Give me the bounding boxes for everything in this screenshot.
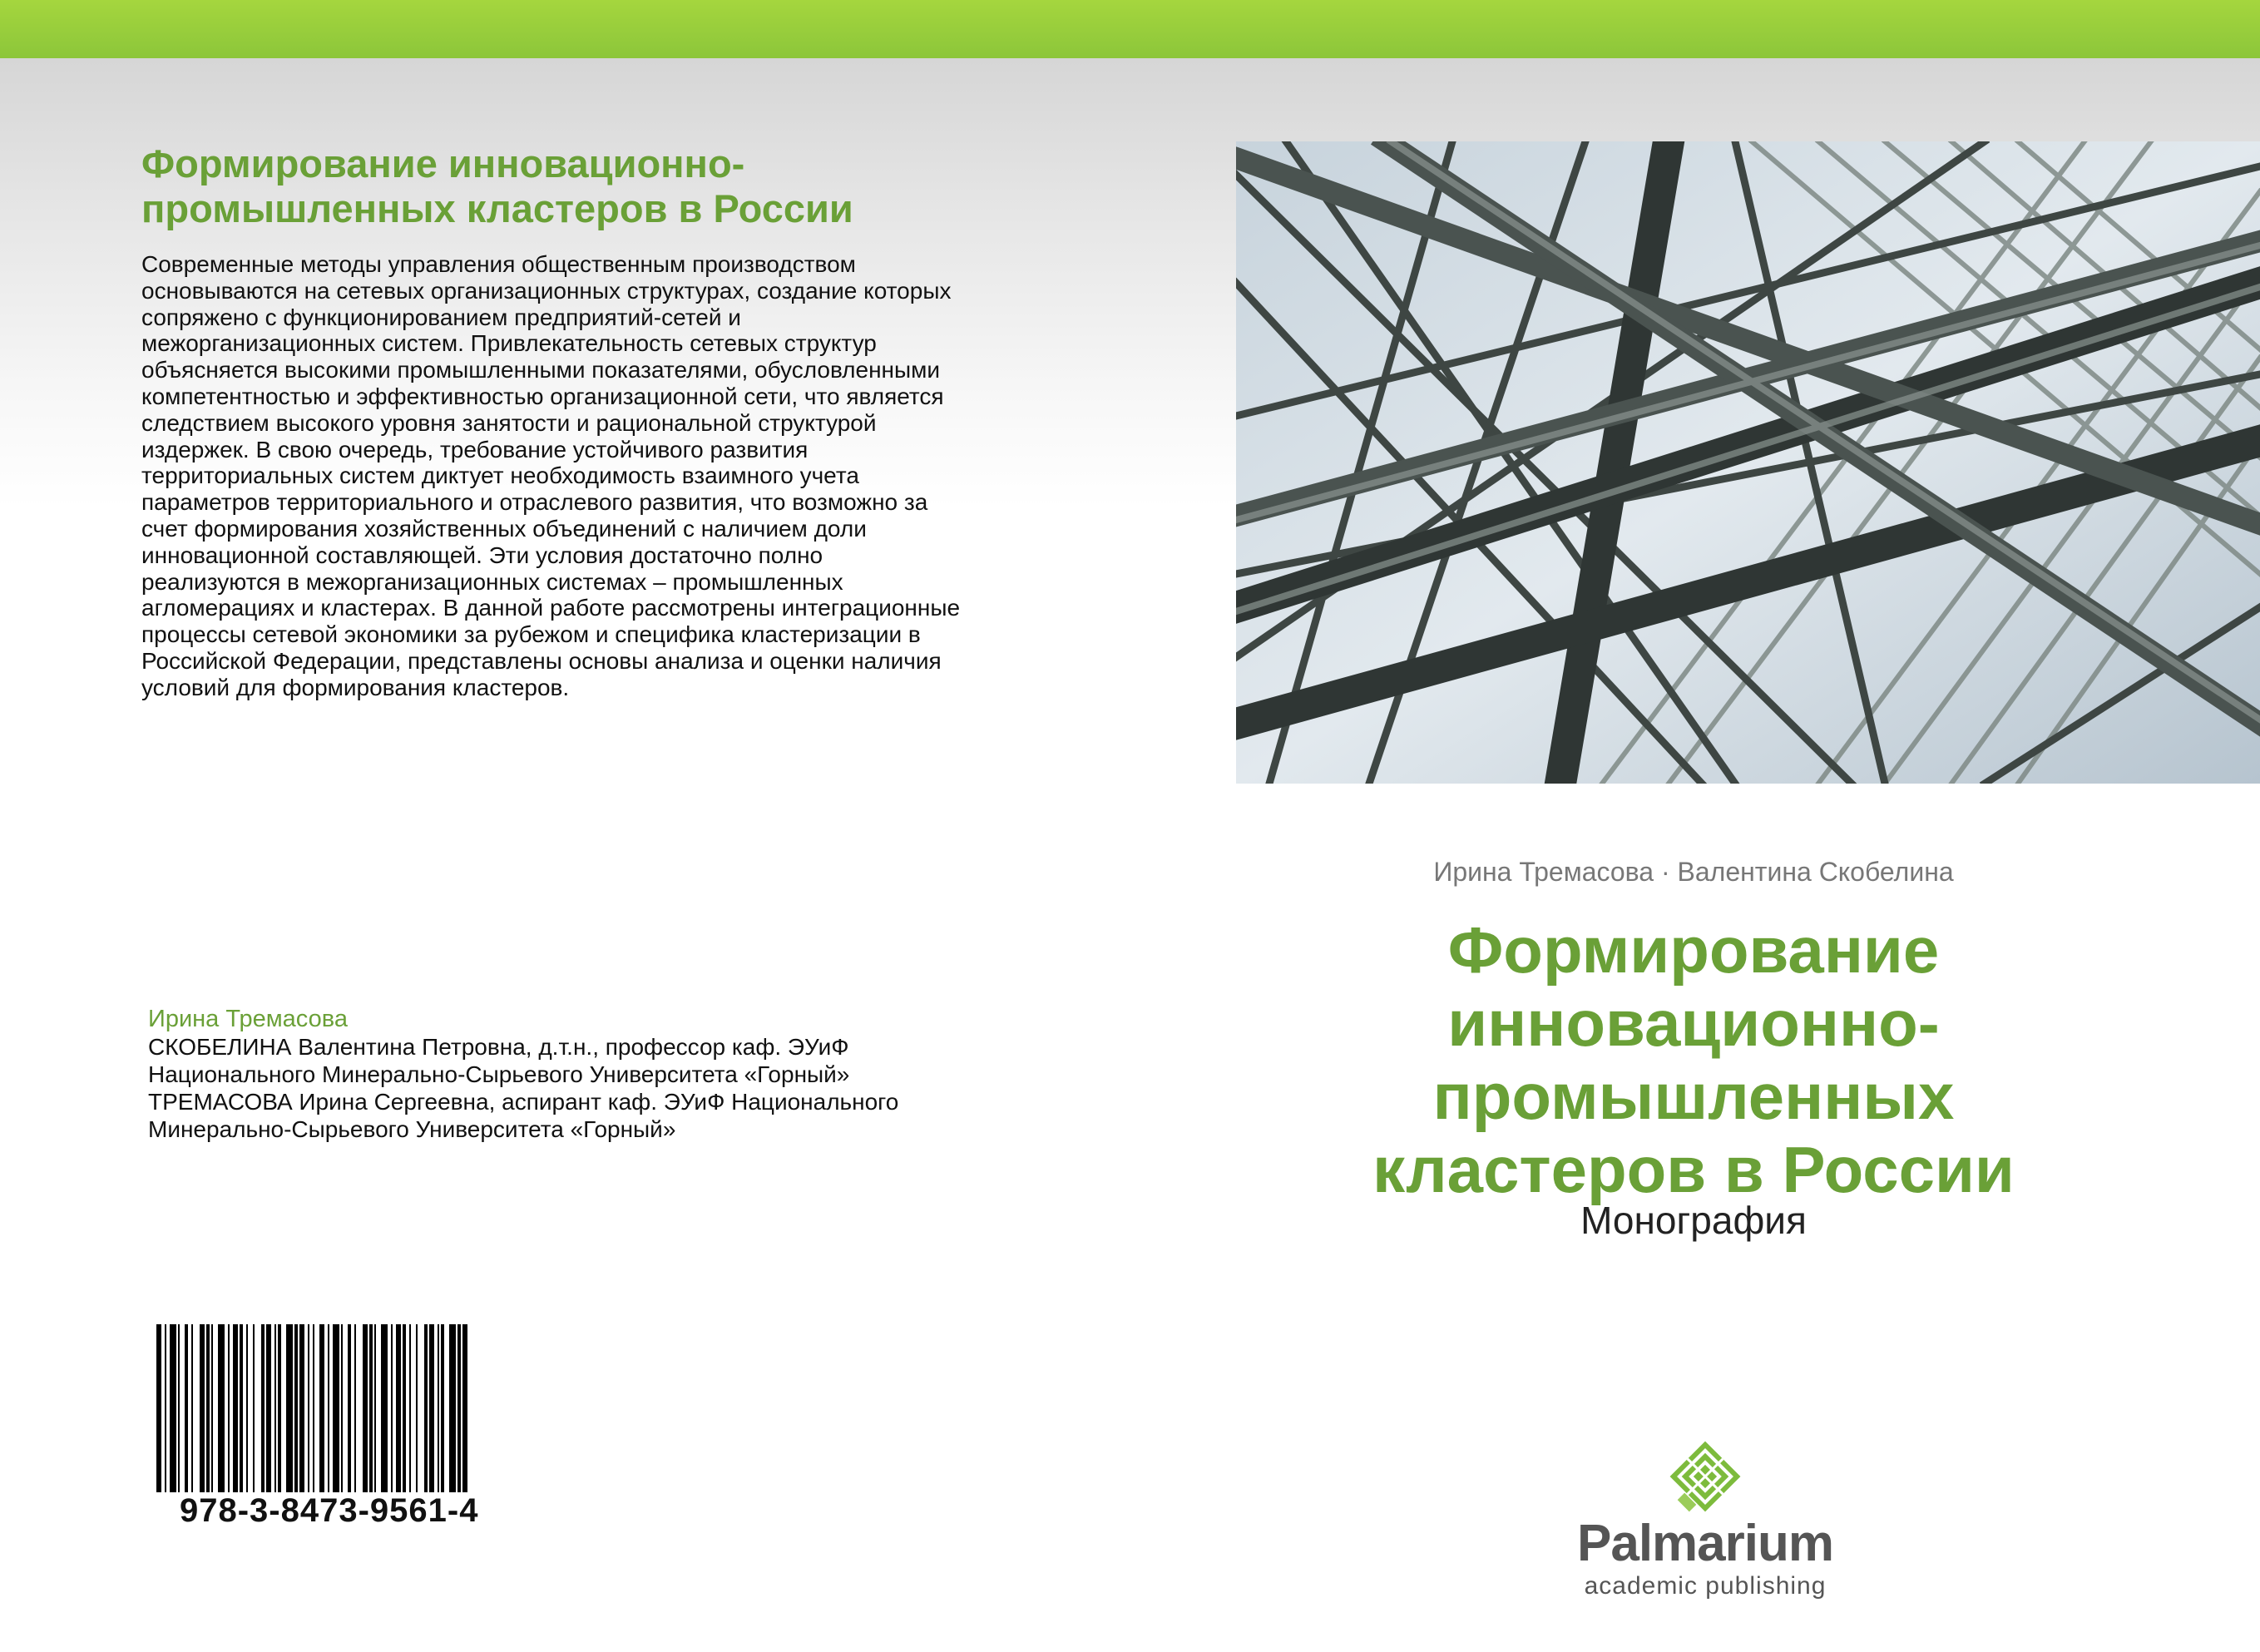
cover-authors: Ирина Тремасова · Валентина Скобелина (1433, 857, 1954, 887)
barcode-bar (294, 1324, 298, 1492)
publisher-name: Palmarium (1576, 1515, 1834, 1572)
isbn-number: 978-3-8473-9561-4 (180, 1492, 479, 1529)
barcode-bar (286, 1324, 293, 1492)
desc-line: объясняется высокими промышленными показателями, обусловленными (141, 357, 941, 383)
barcode-bar (416, 1324, 418, 1492)
cover-photo (1236, 141, 2260, 784)
barcode-bar (403, 1324, 406, 1492)
desc-line: условий для формирования кластеров. (141, 674, 570, 700)
desc-line: территориальных систем диктует необходимость взаимного учета (141, 462, 859, 489)
cover-title-line: кластеров в России (1372, 1133, 2015, 1206)
cover-subtitle: Монография (1580, 1199, 1807, 1242)
desc-line: Российской Федерации, представлены основы анализа и оценки наличия (141, 647, 942, 674)
barcode-bar (206, 1324, 210, 1492)
barcode-bar (441, 1324, 444, 1492)
cover-title-line: Формирование (1447, 913, 1940, 987)
barcode-bar (341, 1324, 343, 1492)
barcode-bar (457, 1324, 461, 1492)
barcode-bar (308, 1324, 309, 1492)
author-info (148, 1005, 980, 1143)
barcode-bar (233, 1324, 238, 1492)
barcode-bar (319, 1324, 324, 1492)
desc-line: инновационной составляющей. Эти условия достаточно полно (141, 542, 823, 568)
barcode-bar (438, 1324, 439, 1492)
barcode-bar (381, 1324, 388, 1492)
barcode-bar (246, 1324, 248, 1492)
barcode-bar (328, 1324, 329, 1492)
bio-line: ТРЕМАСОВА Ирина Сергеевна, аспирант каф. ЭУиФ Национального (148, 1089, 899, 1115)
barcode-bar (409, 1324, 411, 1492)
desc-line: следствием высокого уровня занятости и рациональной структурой (141, 409, 877, 436)
barcode-bar (348, 1324, 351, 1492)
publisher-logo (1564, 1439, 1847, 1600)
barcode-bar (278, 1324, 281, 1492)
barcode-bar (253, 1324, 255, 1492)
barcode-bar (363, 1324, 368, 1492)
barcode-bar (391, 1324, 393, 1492)
barcode-bar (396, 1324, 401, 1492)
barcode-bar (261, 1324, 265, 1492)
barcode-bar (240, 1324, 243, 1492)
desc-line: сопряжено с функционированием предприятий-сетей и (141, 304, 741, 330)
desc-line: счет формирования хозяйственных объединений с наличием доли (141, 515, 867, 542)
desc-line: параметров территориального и отраслевого развития, что возможно за (141, 489, 928, 516)
cover-title (1236, 913, 2151, 1206)
barcode-bar (333, 1324, 339, 1492)
barcode-bar (429, 1324, 434, 1492)
barcode-icon (155, 1324, 471, 1492)
desc-line: реализуются в межорганизационных системах – промышленных (141, 568, 843, 595)
desc-line: процессы сетевой экономики за рубежом и специфика кластеризации в (141, 621, 921, 648)
barcode-bar (165, 1324, 166, 1492)
barcode-bar (170, 1324, 176, 1492)
desc-line: издержек. В свою очередь, требование устойчивого развития (141, 436, 809, 462)
bio-line: Национального Минерально-Сырьевого Университета «Горный» (148, 1061, 850, 1087)
barcode-bar (424, 1324, 428, 1492)
barcode-bar (313, 1324, 314, 1492)
barcode-bar (374, 1324, 376, 1492)
back-cover-title (141, 141, 1023, 231)
palmarium-logo-icon (1564, 1439, 1847, 1514)
bio-line: Минерально-Сырьевого Университета «Горный» (148, 1116, 676, 1142)
barcode-bar (299, 1324, 304, 1492)
barcode-bar (354, 1324, 356, 1492)
barcode-bar (156, 1324, 161, 1492)
barcode-bar (228, 1324, 230, 1492)
desc-line: межорганизационных систем. Привлекательность сетевых структур (141, 330, 877, 357)
barcode-bar (191, 1324, 193, 1492)
barcode-bar (462, 1324, 467, 1492)
barcode-bar (185, 1324, 188, 1492)
back-title-line-2: промышленных кластеров в России (141, 186, 853, 230)
barcode-bar (274, 1324, 276, 1492)
author-name: Ирина Тремасова (148, 1006, 348, 1032)
author-bio (148, 1033, 980, 1143)
publisher-tagline: academic publishing (1584, 1572, 1827, 1600)
back-cover-description (141, 251, 1023, 701)
barcode-bar (449, 1324, 456, 1492)
desc-line: Современные методы управления общественным производством (141, 251, 856, 277)
barcode-bar (266, 1324, 271, 1492)
desc-line: компетентностью и эффективностью организационной сети, что является (141, 383, 944, 409)
barcode (155, 1324, 471, 1499)
barcode-bar (218, 1324, 225, 1492)
bio-line: СКОБЕЛИНА Валентина Петровна, д.т.н., профессор каф. ЭУиФ (148, 1034, 849, 1060)
back-title-line-1: Формирование инновационно- (141, 141, 745, 185)
barcode-bar (178, 1324, 180, 1492)
barcode-bar (211, 1324, 213, 1492)
top-color-bar (0, 0, 2260, 58)
barcode-bar (200, 1324, 205, 1492)
steel-truss-photo (1236, 141, 2260, 784)
desc-line: основываются на сетевых организационных структурах, создание которых (141, 277, 952, 304)
cover-title-line: промышленных (1432, 1060, 1955, 1133)
desc-line: агломерациях и кластерах. В данной работе рассмотрены интеграционные (141, 595, 961, 621)
barcode-bar (369, 1324, 373, 1492)
cover-title-line: инновационно- (1447, 987, 1940, 1060)
